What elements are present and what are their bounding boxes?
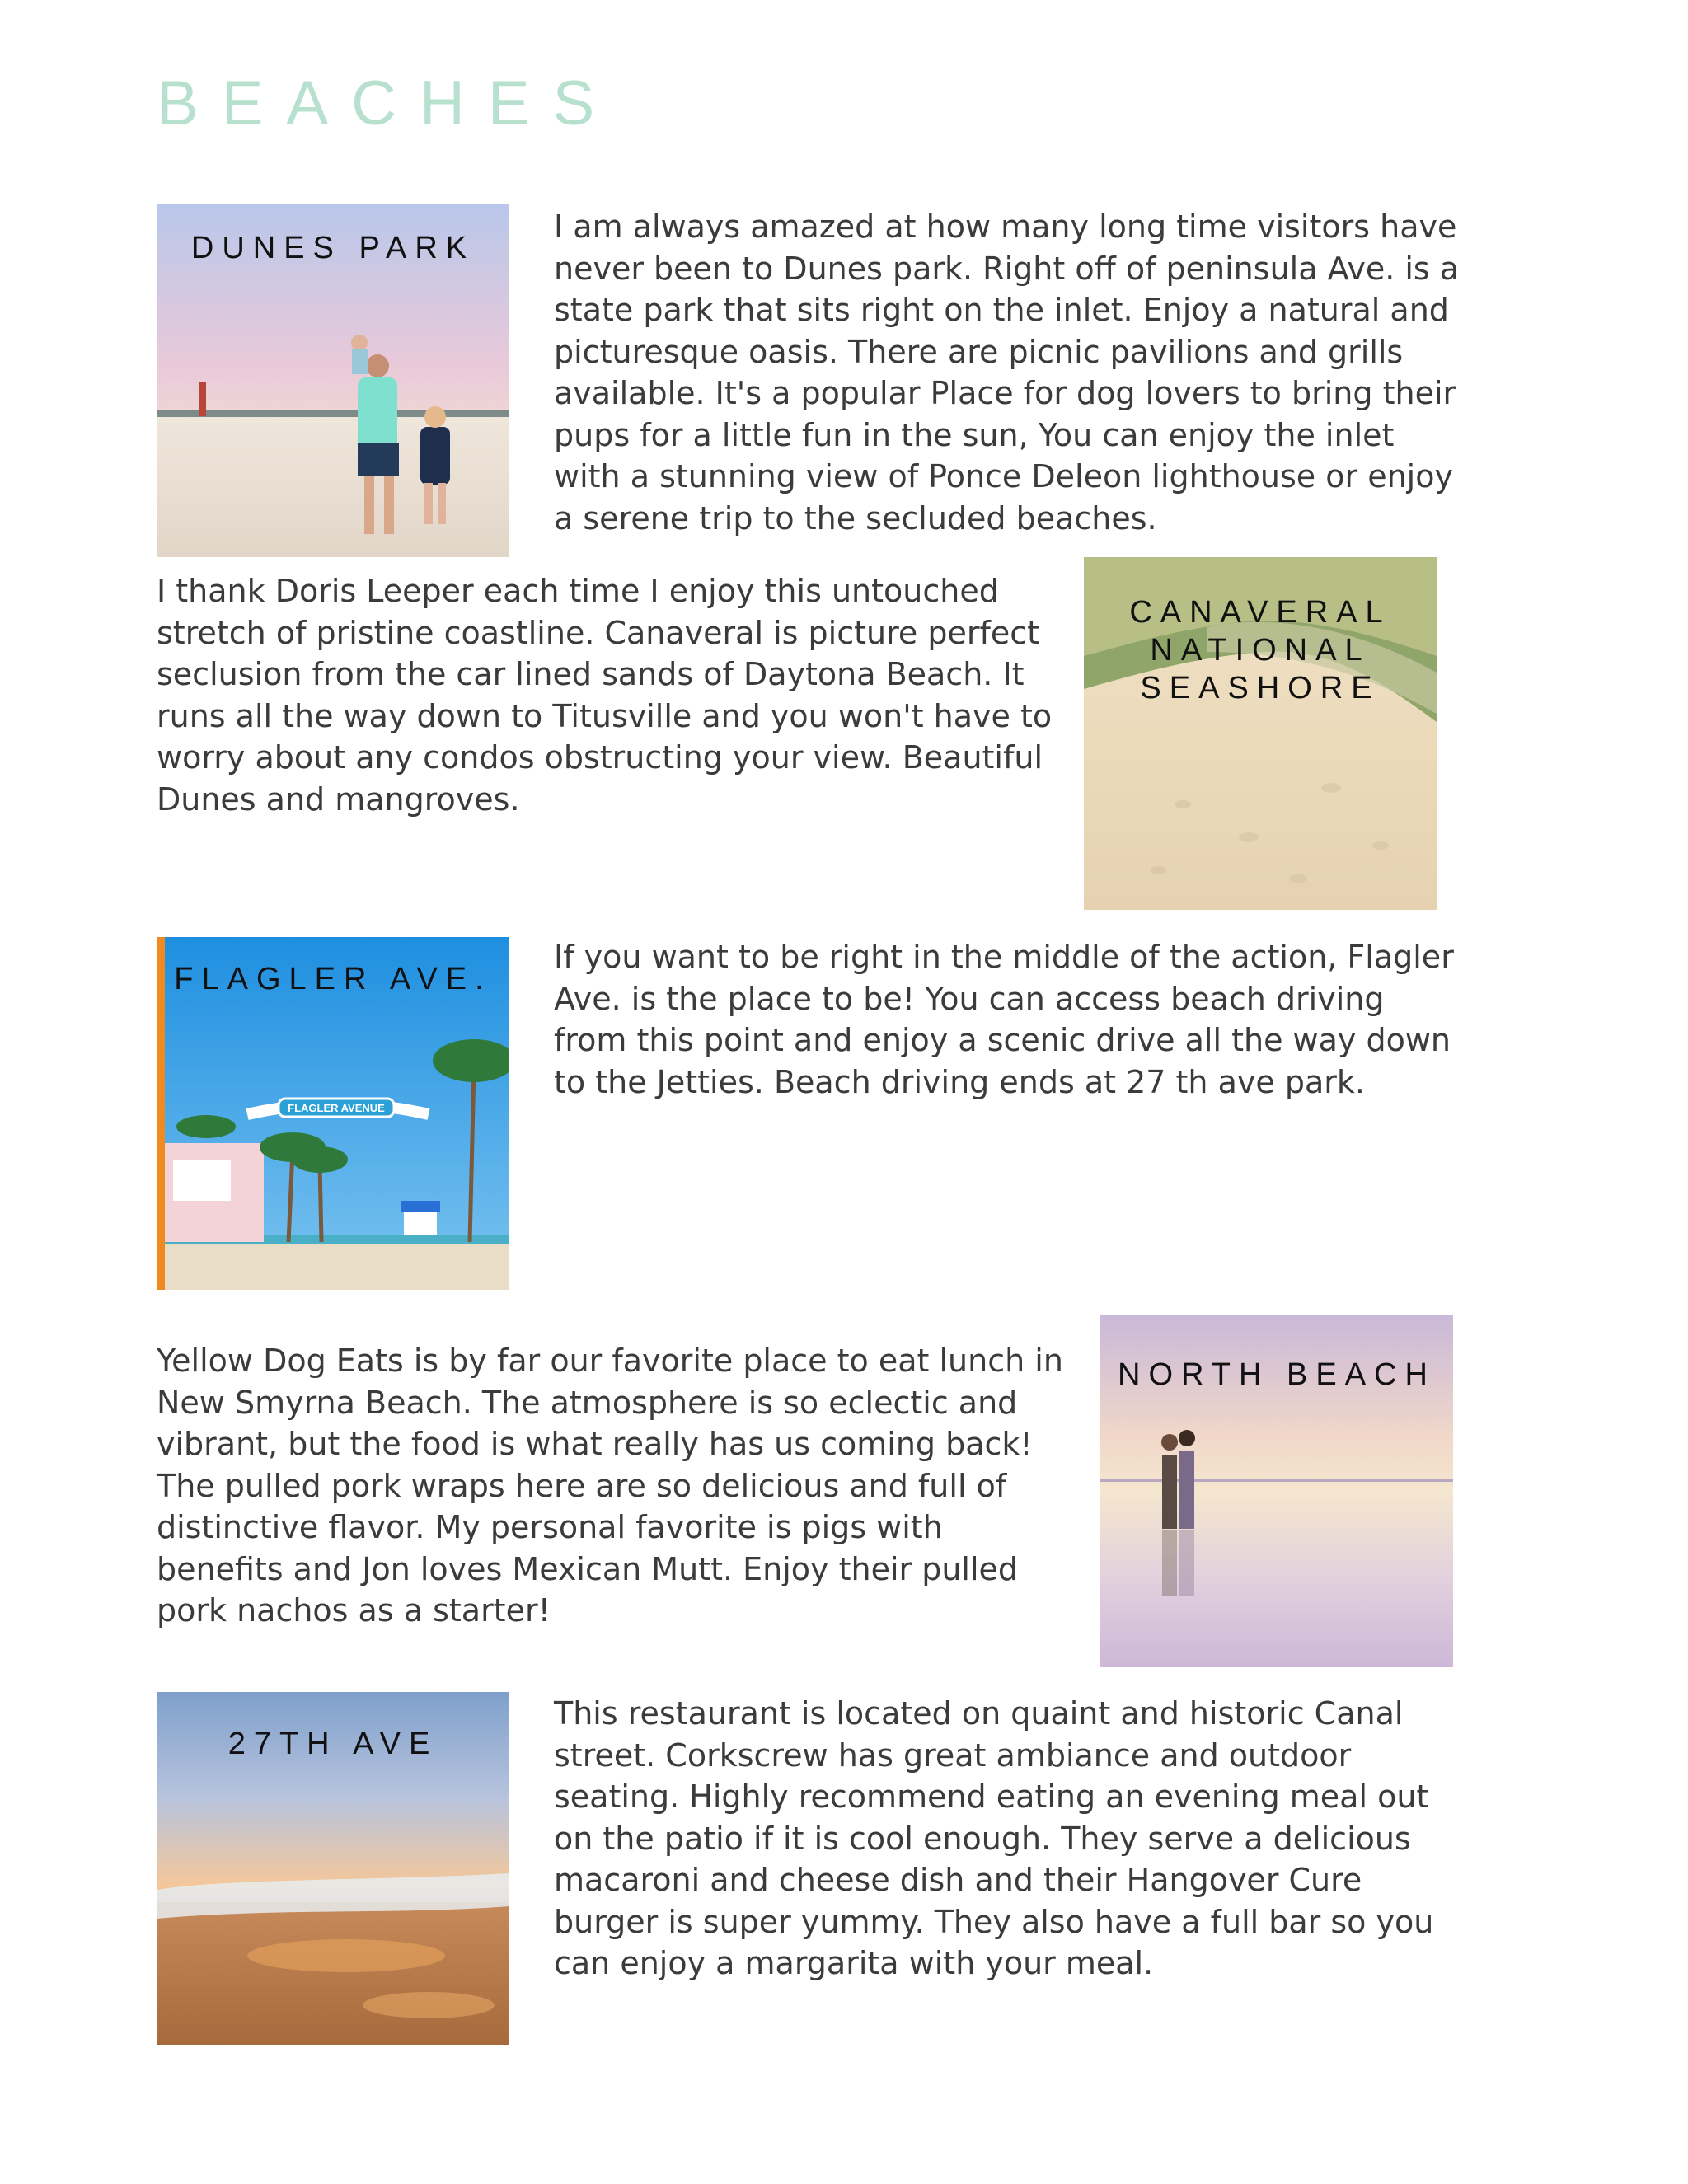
dunes-park-photo	[157, 204, 509, 557]
flagler-label: FLAGLER AVE.	[174, 962, 492, 996]
canaveral-text: I thank Doris Leeper each time I enjoy this untouched stretch of pristine coastline. Canaveral is picture perfect seclusion from the car lined sands of Daytona Beach. It runs all the way down to Titusville and you won't have to worry about any condos obstructing your view. Beautiful Dunes and mangroves.	[157, 573, 1053, 818]
flagler-avenue-sign-text: FLAGLER AVENUE	[288, 1102, 385, 1114]
north-beach-text: Yellow Dog Eats is by far our favorite place to eat lunch in New Smyrna Beach. The atmosphere is so eclectic and vibrant, but the food is what really has us coming back! The pulled pork wraps here are so delicious and full of distinctive flavor. My personal favorite is pigs with benefits and Jon loves Mexican Mutt. Enjoy their pulled pork nachos as a starter!	[157, 1343, 1063, 1629]
flagler-photo	[157, 937, 509, 1290]
27th-ave-photo	[157, 1692, 509, 2045]
flagler-text: If you want to be right in the middle of the action, Flagler Ave. is the place to be! You can access beach driving from this point and enjoy a scenic drive all the way down to the Jetties. Beach driving ends at 27 th ave park.	[554, 939, 1454, 1100]
north-beach-photo	[1100, 1315, 1453, 1667]
dunes-park-text: I am always amazed at how many long time visitors have never been to Dunes park. Right off of peninsula Ave. is a state park that sits right on the inlet. Enjoy a natural and picturesque oasis. There are picnic pavilions and grills available. It's a popular Place for dog lovers to bring their pups for a little fun in the sun, You can enjoy the inlet with a stunning view of Ponce Deleon lighthouse or enjoy a serene trip to the secluded beaches.	[554, 209, 1460, 537]
canaveral-label: CANAVERAL NATIONAL SEASHORE	[1129, 595, 1391, 705]
27th-ave-text: This restaurant is located on quaint and historic Canal street. Corkscrew has great ambiance and outdoor seating. Highly recommend eating an evening meal out on the patio if it is cool enough. They serve a delicious macaroni and cheese dish and their Hangover Cure burger is super yummy. They also have a full bar so you can enjoy a margarita with your meal.	[554, 1695, 1434, 1981]
27th-ave-label: 27TH AVE	[227, 1727, 438, 1761]
canaveral-photo	[1084, 557, 1437, 910]
page-title: BEACHES	[157, 68, 618, 138]
dunes-park-label: DUNES PARK	[190, 231, 476, 265]
north-beach-label: NORTH BEACH	[1118, 1357, 1436, 1392]
